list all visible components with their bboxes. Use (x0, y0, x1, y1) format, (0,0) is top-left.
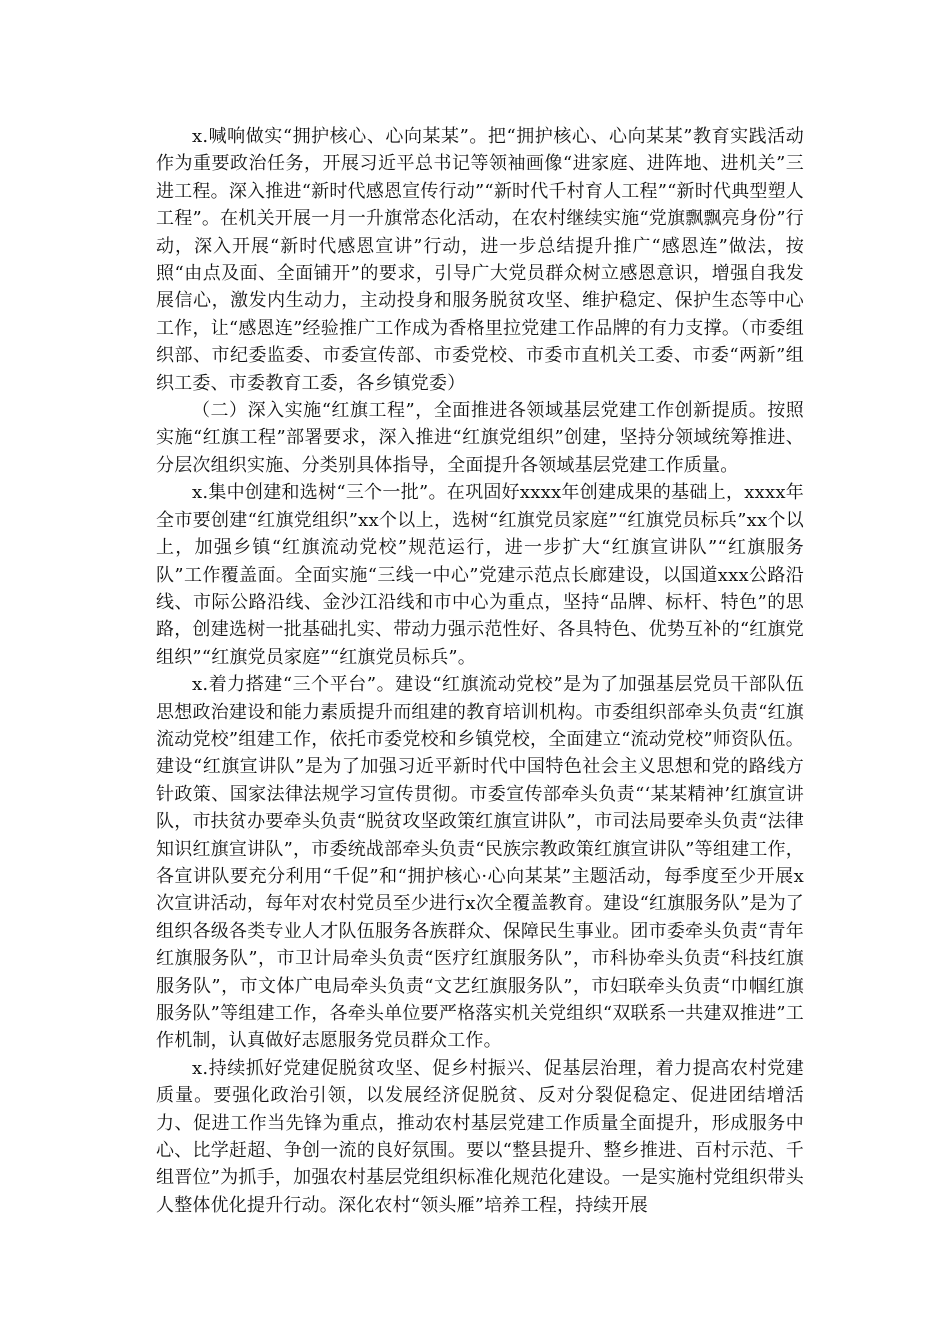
paragraph-rural-party-building: x.持续抓好党建促脱贫攻坚、促乡村振兴、促基层治理，着力提高农村党建质量。要强化政治引领，以发展经济促脱贫、反对分裂促稳定、促进团结增活力、促进工作当先锋为重点，推动农村基层党建工作质量全面提升，形成服务中心、比学赶超、争创一流的良好氛围。要以“整县提升、整乡推进、百村示范、千组晋位”为抓手，加强农村基层党组织标准化规范化建设。一是实施村党组织带头人整体优化提升行动。深化农村“领头雁”培养工程，持续开展 (156, 1057, 804, 1216)
paragraph-three-batches: x.集中创建和选树“三个一批”。在巩固好xxxx年创建成果的基础上，xxxx年全市要创建“红旗党组织”xx个以上，选树“红旗党员家庭”“红旗党员标兵”xx个以上，加强乡镇“红旗流动党校”规范运行，进一步扩大“红旗宣讲队”“红旗服务队”工作覆盖面。全面实施“三线一中心”党建示范点长廊建设，以国道xxx公路沿线、市际公路沿线、金沙江沿线和市中心为重点，坚持“品牌、标杆、特色”的思路，创建选树一批基础扎实、带动力强示范性好、各具特色、优势互补的“红旗党组织”“红旗党员家庭”“红旗党员标兵”。 (156, 482, 804, 668)
paragraph-three-platforms: x.着力搭建“三个平台”。建设“红旗流动党校”是为了加强基层党员干部队伍思想政治建设和能力素质提升而组建的教育培训机构。市委组织部牵头负责“红旗流动党校”组建工作，依托市委党校和乡镇党校，全面建立“流动党校”师资队伍。建设“红旗宣讲队”是为了加强习近平新时代中国特色社会主义思想和党的路线方针政策、国家法律法规学习宣传贯彻。市委宣传部牵头负责“‘某某精神’红旗宣讲队，市扶贫办要牵头负责“脱贫攻坚政策红旗宣讲队”，市司法局要牵头负责“法律知识红旗宣讲队”，市委统战部牵头负责“民族宗教政策红旗宣讲队”等组建工作，各宣讲队要充分利用“千促”和“拥护核心·心向某某”主题活动，每季度至少开展x次宣讲活动，每年对农村党员至少进行x次全覆盖教育。建设“红旗服务队”是为了组织各级各类专业人才队伍服务各族群众、保障民生事业。团市委牵头负责“青年红旗服务队”，市卫计局牵头负责“医疗红旗服务队”，市科协牵头负责“科技红旗服务队”，市文体广电局牵头负责“文艺红旗服务队”，市妇联牵头负责“巾帼红旗服务队”等组建工作，各牵头单位要严格落实机关党组织“双联系一共建双推进”工作机制，认真做好志愿服务党员群众工作。 (156, 674, 804, 1052)
paragraph-core-support: x.喊响做实“拥护核心、心向某某”。把“拥护核心、心向某某”教育实践活动作为重要政治任务，开展习近平总书记等领袖画像“进家庭、进阵地、进机关”三进工程。深入推进“新时代感恩宣传行动”“新时代千村育人工程”“新时代典型塑人工程”。在机关开展一月一升旗常态化活动，在农村继续实施“党旗飘飘亮身份”行动，深入开展“新时代感恩宣讲”行动，进一步总结提升推广“感恩连”做法，按照“由点及面、全面铺开”的要求，引导广大党员群众树立感恩意识，增强自我发展信心，激发内生动力，主动投身和服务脱贫攻坚、维护稳定、保护生态等中心工作，让“感恩连”经验推广工作成为香格里拉党建工作品牌的有力支撑。（市委组织部、市纪委监委、市委宣传部、市委党校、市委市直机关工委、市委“两新”组织工委、市委教育工委，各乡镇党委） (156, 126, 804, 394)
paragraph-red-flag-project: （二）深入实施“红旗工程”，全面推进各领域基层党建工作创新提质。按照实施“红旗工程”部署要求，深入推进“红旗党组织”创建，坚持分领域统筹推进、分层次组织实施、分类别具体指导，全面提升各领域基层党建工作质量。 (156, 400, 804, 476)
document-body (156, 123, 804, 1219)
